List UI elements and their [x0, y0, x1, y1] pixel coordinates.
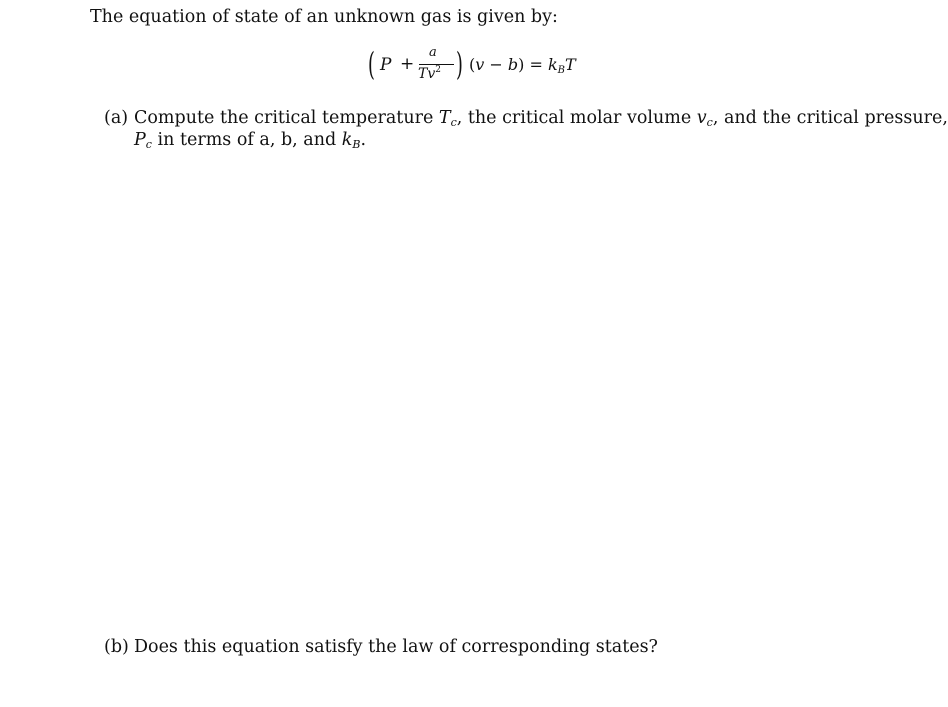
part-a-text-3: , and the critical pressure, [712, 108, 948, 128]
fraction-numerator: a [429, 45, 437, 60]
critical-pressure-symbol [134, 130, 152, 150]
part-a-text-1: Compute the critical temperature [134, 108, 439, 128]
pc-subscript: c [145, 138, 152, 151]
tc-subscript: c [450, 116, 457, 129]
part-a-text-2: , the critical molar volume [456, 108, 697, 128]
equation-pressure-symbol: P [380, 55, 392, 75]
boltzmann-symbol [342, 130, 361, 150]
equation-open-paren: ( [469, 55, 476, 74]
critical-temperature-symbol [439, 108, 457, 128]
part-a-label: (a) [104, 108, 129, 128]
equation-right-side [469, 55, 576, 76]
pc-base: P [134, 130, 146, 150]
equation-minus-sign: − [484, 55, 508, 74]
critical-volume-symbol [697, 108, 713, 128]
denominator-base: Tv [418, 66, 436, 82]
equation-close-equals: ) = [518, 55, 548, 74]
vc-base: v [696, 108, 707, 128]
part-b-text: Does this equation satisfy the law of corresponding states? [134, 637, 658, 657]
part-b-label: (b) [104, 637, 129, 657]
equation-plus-sign: + [400, 54, 415, 74]
equation-right-paren: ) [456, 45, 463, 83]
tc-base: T [438, 108, 451, 128]
part-a-line-2 [134, 129, 366, 156]
part-a-text-4: in terms of a, b, and [151, 130, 342, 150]
equation-b-symbol: b [507, 55, 519, 74]
intro-text: The equation of state of an unknown gas is given by: [90, 7, 558, 27]
equation-k-subscript: B [557, 65, 566, 76]
equation-fraction [416, 44, 456, 90]
part-a-text-5: . [360, 130, 367, 150]
fraction-denominator [418, 65, 441, 82]
denominator-exponent: 2 [435, 65, 441, 75]
equation-k-symbol: k [547, 55, 558, 74]
kb-subscript: B [352, 138, 361, 151]
equation-of-state [368, 44, 588, 90]
vc-subscript: c [706, 116, 713, 129]
equation-volume-symbol: v [475, 55, 485, 74]
kb-base: k [341, 130, 353, 150]
equation-left-paren: ( [368, 45, 375, 83]
equation-temperature-symbol: T [565, 55, 576, 74]
